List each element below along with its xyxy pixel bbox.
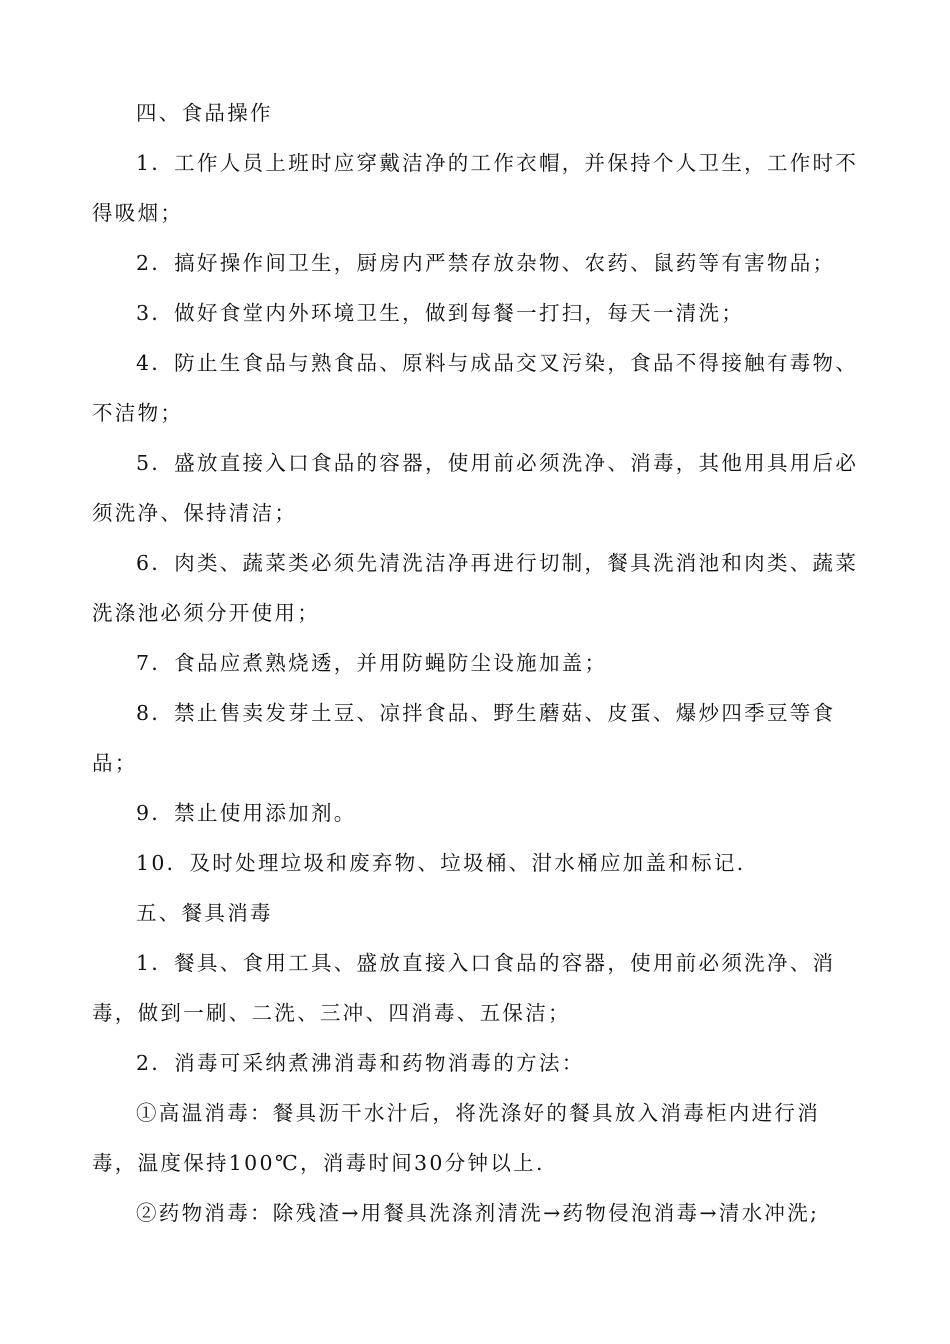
food-operation-item-7: 7．食品应煮熟烧透，并用防蝇防尘设施加盖； — [136, 651, 608, 675]
disinfection-item-2: 2．消毒可采纳煮沸消毒和药物消毒的方法： — [136, 1051, 585, 1075]
food-operation-item-9: 9．禁止使用添加剂。 — [136, 801, 357, 825]
food-operation-item-8: 8．禁止售卖发芽土豆、凉拌食品、野生蘑菇、皮蛋、爆炒四季豆等食品； — [92, 701, 836, 775]
food-operation-item-5: 5．盛放直接入口食品的容器，使用前必须洗净、消毒，其他用具用后必须洗净、保持清洁； — [92, 451, 859, 525]
disinfection-item-1: 1．餐具、食用工具、盛放直接入口食品的容器，使用前必须洗净、消毒，做到一刷、二洗、三冲、四消毒、五保洁； — [92, 951, 836, 1025]
food-operation-item-6: 6．肉类、蔬菜类必须先清洗洁净再进行切制，餐具洗消池和肉类、蔬菜洗涤池必须分开使用； — [92, 551, 859, 625]
document-body — [92, 88, 862, 1238]
food-operation-item-2: 2．搞好操作间卫生，厨房内严禁存放杂物、农药、鼠药等有害物品； — [136, 251, 836, 275]
food-operation-item-1: 1．工作人员上班时应穿戴洁净的工作衣帽，并保持个人卫生，工作时不得吸烟； — [92, 151, 859, 225]
disinfection-method-high-temp: ①高温消毒：餐具沥干水汁后，将洗涤好的餐具放入消毒柜内进行消毒，温度保持100℃，消毒时间30分钟以上. — [92, 1101, 820, 1175]
disinfection-method-chemical: ②药物消毒：除残渣→用餐具洗涤剂清洗→药物侵泡消毒→清水冲洗; — [136, 1201, 820, 1225]
food-operation-item-4: 4．防止生食品与熟食品、原料与成品交叉污染，食品不得接触有毒物、不洁物； — [92, 351, 859, 425]
section-heading-tableware-disinfection: 五、餐具消毒 — [136, 901, 273, 925]
section-heading-food-operation: 四、食品操作 — [136, 101, 273, 125]
food-operation-item-10: 10．及时处理垃圾和废弃物、垃圾桶、泔水桶应加盖和标记. — [136, 851, 746, 875]
food-operation-item-3: 3．做好食堂内外环境卫生，做到每餐一打扫，每天一清洗； — [136, 301, 745, 325]
